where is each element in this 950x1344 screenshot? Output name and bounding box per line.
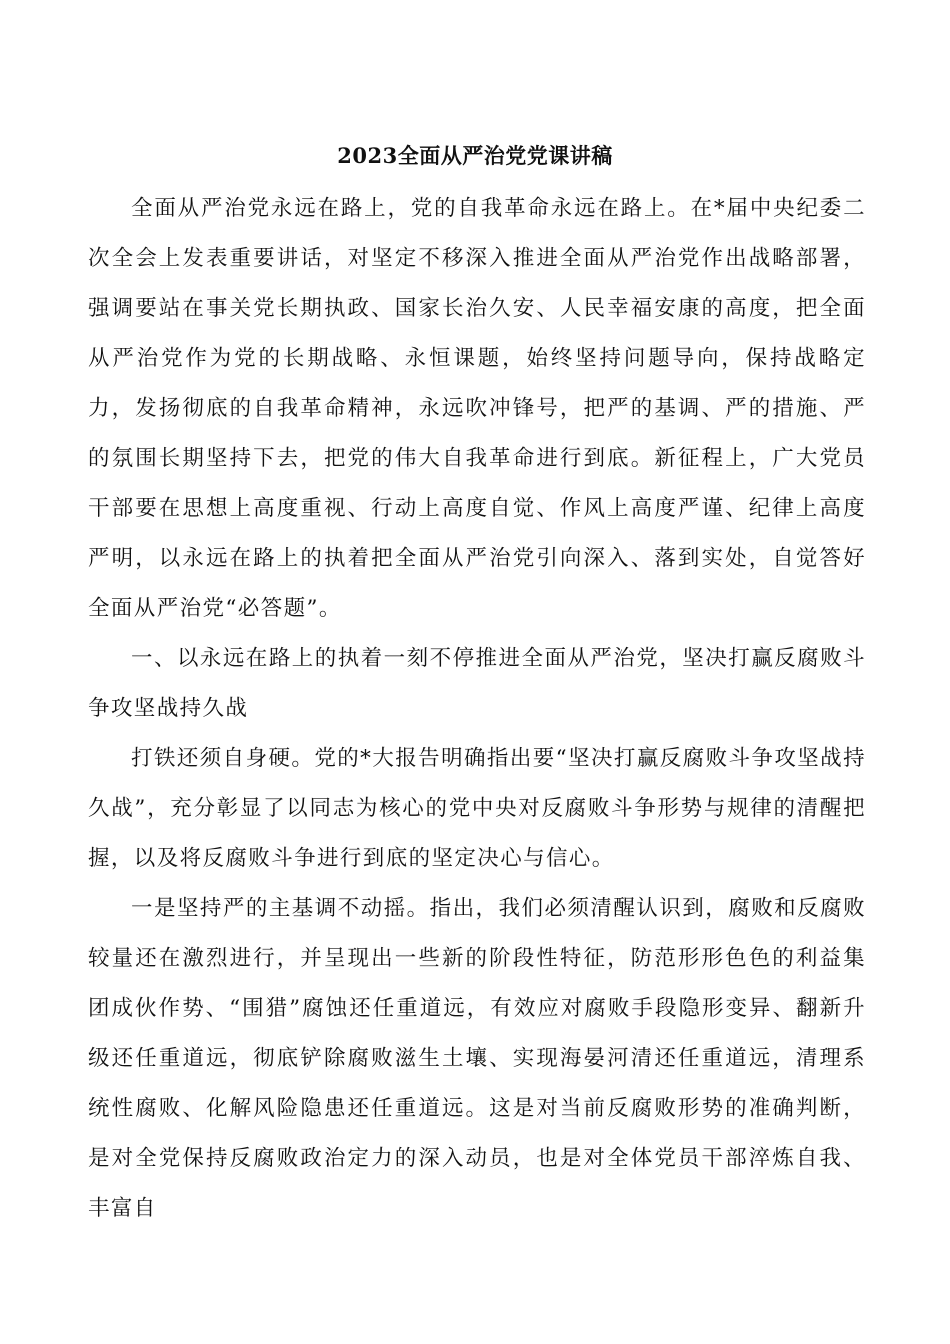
document-body bbox=[88, 184, 866, 1234]
paragraph-intro: 全面从严治党永远在路上，党的自我革命永远在路上。在*届中央纪委二次全会上发表重要讲话，对坚定不移深入推进全面从严治党作出战略部署，强调要站在事关党长期执政、国家长治久安、人民幸福安康的高度，把全面从严治党作为党的长期战略、永恒课题，始终坚持问题导向，保持战略定力，发扬彻底的自我革命精神，永远吹冲锋号，把严的基调、严的措施、严的氛围长期坚持下去，把党的伟大自我革命进行到底。新征程上，广大党员干部要在思想上高度重视、行动上高度自觉、作风上高度严谨、纪律上高度严明，以永远在路上的执着把全面从严治党引向深入、落到实处，自觉答好全面从严治党“必答题”。 bbox=[88, 196, 866, 621]
paragraph-strict-tone: 一是坚持严的主基调不动摇。指出，我们必须清醒认识到，腐败和反腐败较量还在激烈进行，并呈现出一些新的阶段性特征，防范形形色色的利益集团成伙作势、“围猎”腐蚀还任重道远，有效应对腐败手段隐形变异、翻新升级还任重道远，彻底铲除腐败滋生土壤、实现海晏河清还任重道远，清理系统性腐败、化解风险隐患还任重道远。这是对当前反腐败形势的准确判断，是对全党保持反腐败政治定力的深入动员，也是对全体党员干部淬炼自我、丰富自 bbox=[88, 896, 866, 1221]
paragraph-section-heading: 一、以永远在路上的执着一刻不停推进全面从严治党，坚决打赢反腐败斗争攻坚战持久战 bbox=[88, 646, 866, 721]
document-title: 2023全面从严治党党课讲稿 bbox=[337, 143, 613, 168]
paragraph-self-discipline: 打铁还须自身硬。党的*大报告明确指出要“坚决打赢反腐败斗争攻坚战持久战”，充分彰显了以同志为核心的党中央对反腐败斗争形势与规律的清醒把握，以及将反腐败斗争进行到底的坚定决心与信心。 bbox=[88, 746, 866, 871]
